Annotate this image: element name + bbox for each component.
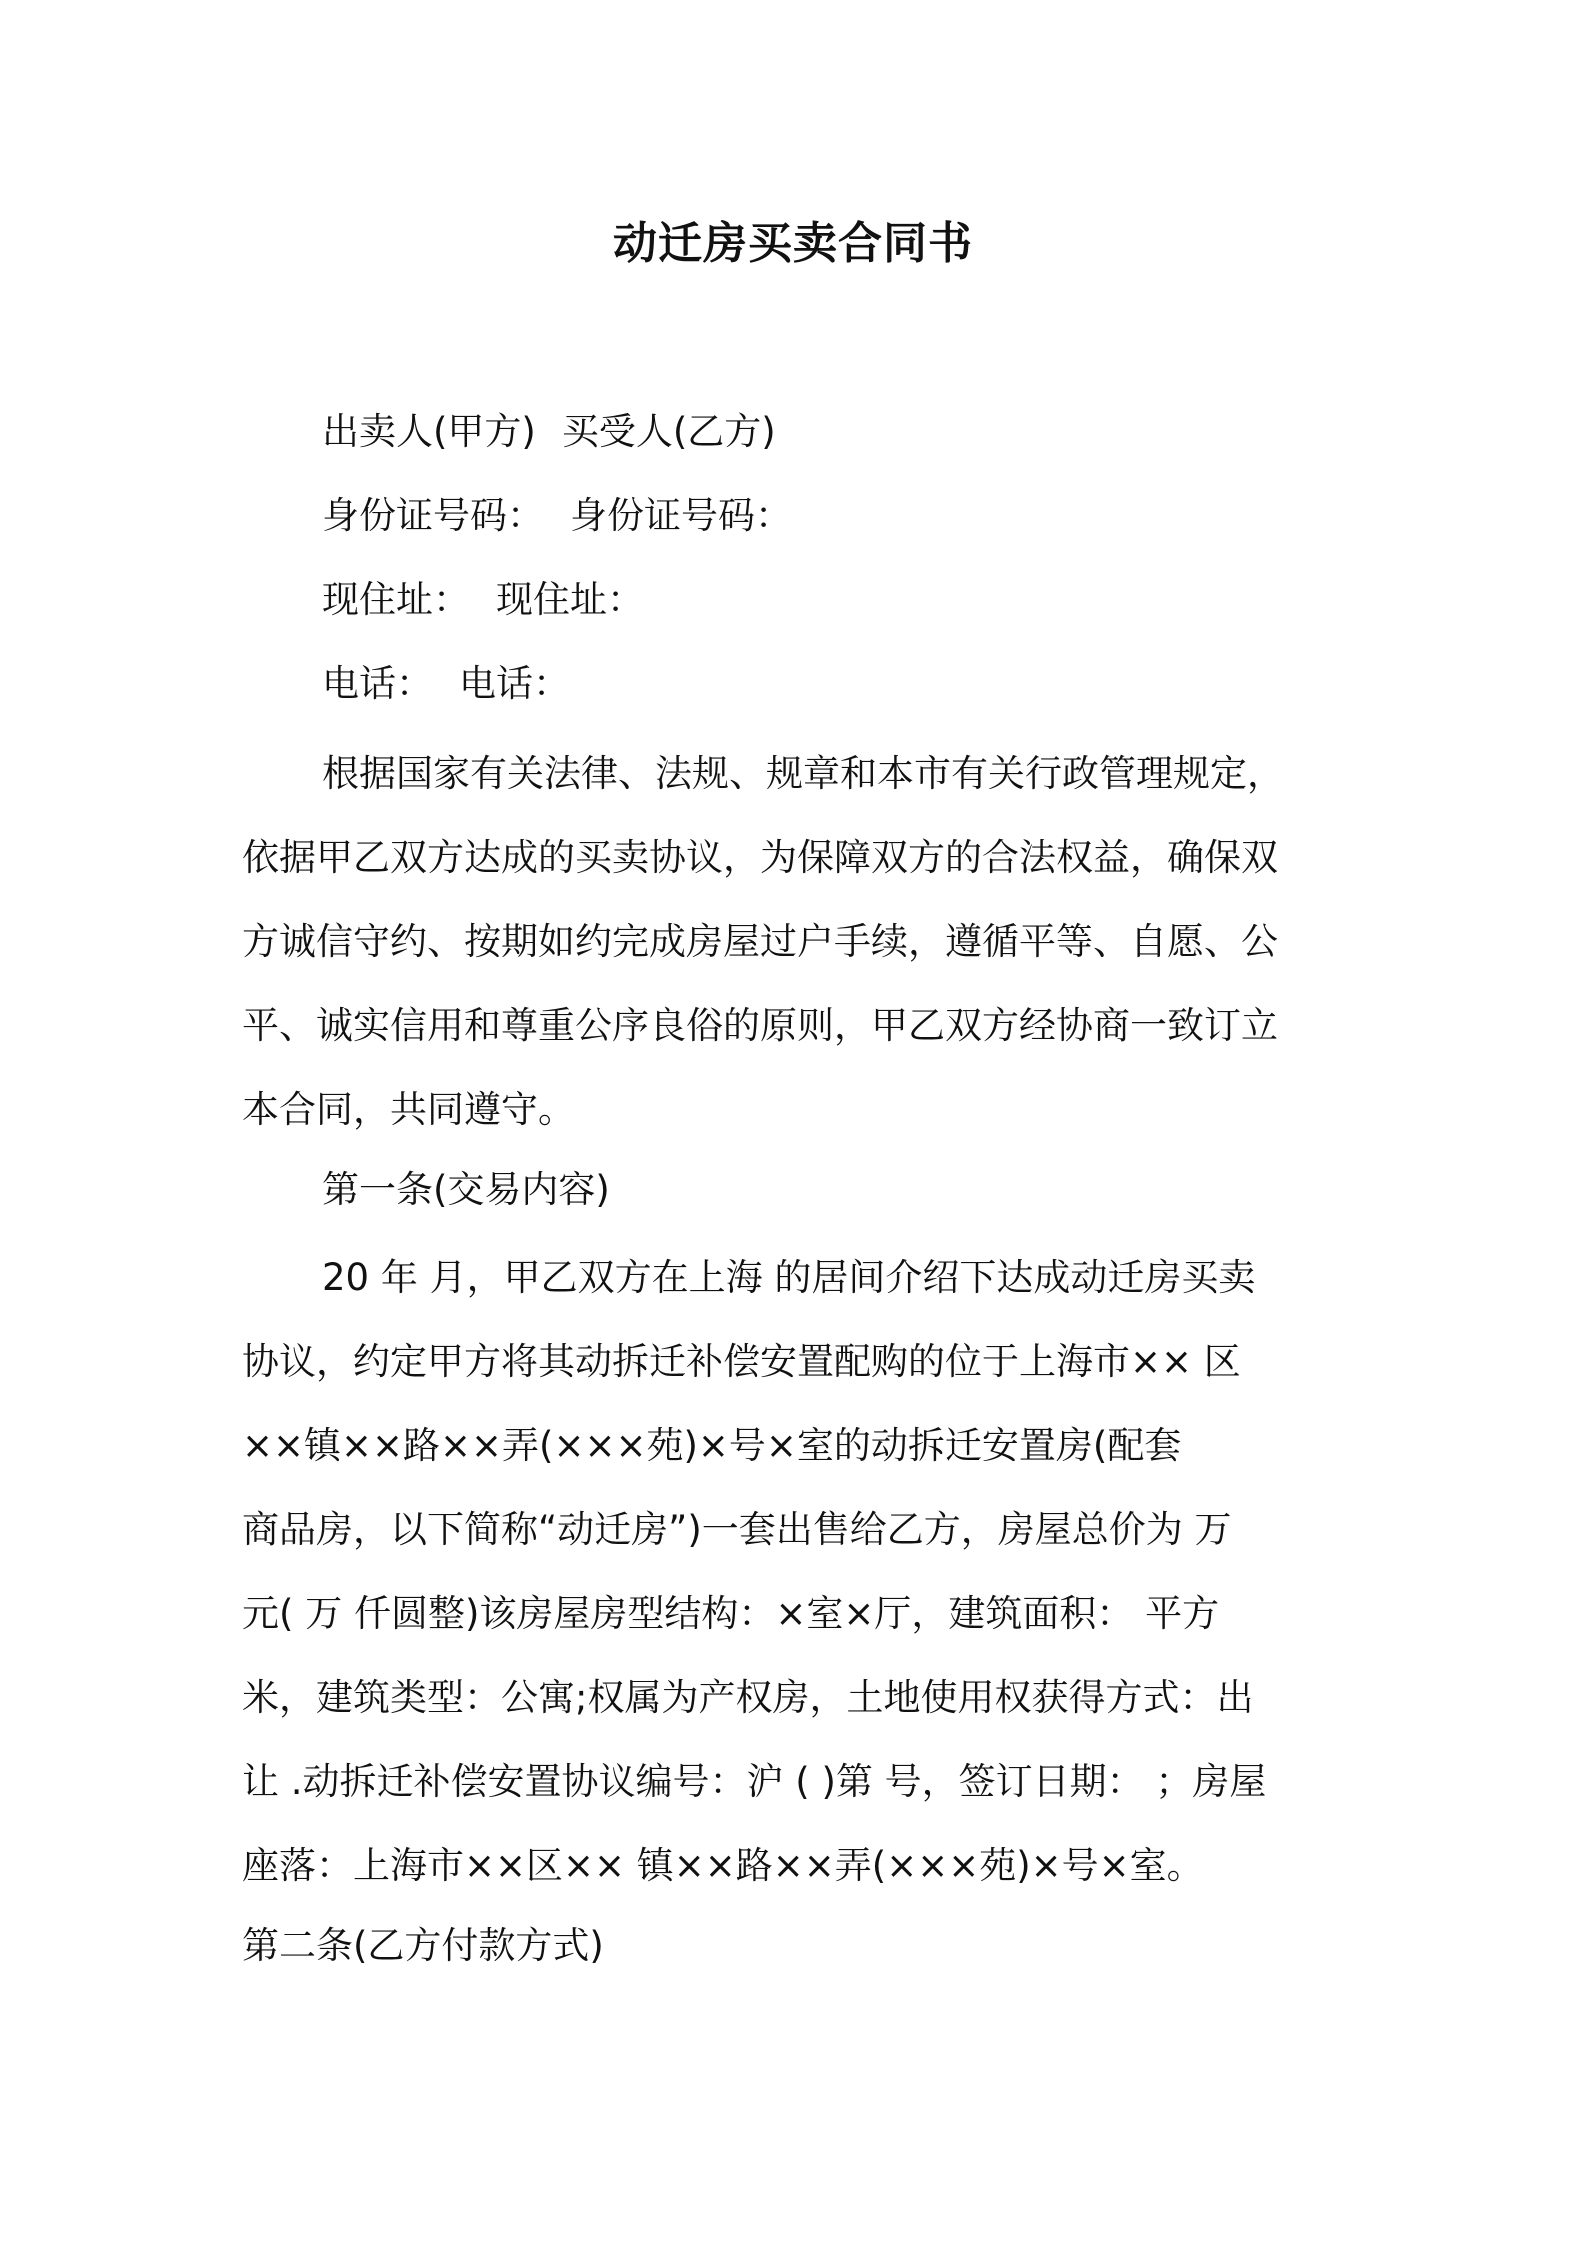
preamble-line: 方诚信守约、按期如约完成房屋过户手续，遵循平等、自愿、公 [242,920,1278,963]
article-1-line: 元( 万 仟圆整)该房屋房型结构：×室×厅，建筑面积： 平方 [242,1592,1220,1635]
document-title: 动迁房买卖合同书 [613,218,973,269]
preamble-line: 根据国家有关法律、法规、规章和本市有关行政管理规定， [322,752,1284,795]
article-1-heading: 第一条(交易内容) [322,1168,610,1211]
seller-label: 出卖人(甲方) [322,410,536,453]
party-row-phone [322,658,1422,710]
preamble-line: 平、诚实信用和尊重公序良俗的原则，甲乙双方经协商一致订立 [242,1004,1278,1047]
article-1-paragraph [242,1236,1356,1908]
preamble-line: 本合同，共同遵守。 [242,1088,575,1131]
article-2-heading: 第二条(乙方付款方式) [242,1924,604,1967]
party-row-seller-buyer [322,406,1422,458]
article-1-line: 让 .动拆迁补偿安置协议编号：沪 ( )第 号，签订日期： ；房屋 [242,1760,1267,1803]
preamble-paragraph [242,732,1356,1152]
article-1-line: 20 年 月，甲乙双方在上海 的居间介绍下达成动迁房买卖 [322,1256,1256,1299]
preamble-line: 依据甲乙双方达成的买卖协议，为保障双方的合法权益，确保双 [242,836,1278,879]
seller-id-label: 身份证号码： [322,494,544,537]
seller-phone-label: 电话： [322,662,433,705]
buyer-address-label: 现住址： [496,578,644,621]
article-1-line: 米，建筑类型：公寓;权属为产权房，土地使用权获得方式：出 [242,1676,1254,1719]
seller-address-label: 现住址： [322,578,470,621]
article-1-line: ××镇××路××弄(×××苑)×号×室的动拆迁安置房(配套 [242,1424,1182,1467]
party-row-id-number [322,490,1422,542]
buyer-id-label: 身份证号码： [570,494,792,537]
party-row-address [322,574,1422,626]
buyer-phone-label: 电话： [459,662,570,705]
article-1-line: 座落：上海市××区×× 镇××路××弄(×××苑)×号×室。 [242,1844,1204,1887]
buyer-label: 买受人(乙方) [561,410,776,453]
article-1-line: 商品房，以下简称“动迁房”)一套出售给乙方，房屋总价为 万 [242,1508,1232,1551]
article-1-line: 协议，约定甲方将其动拆迁补偿安置配购的位于上海市×× 区 [242,1340,1241,1383]
